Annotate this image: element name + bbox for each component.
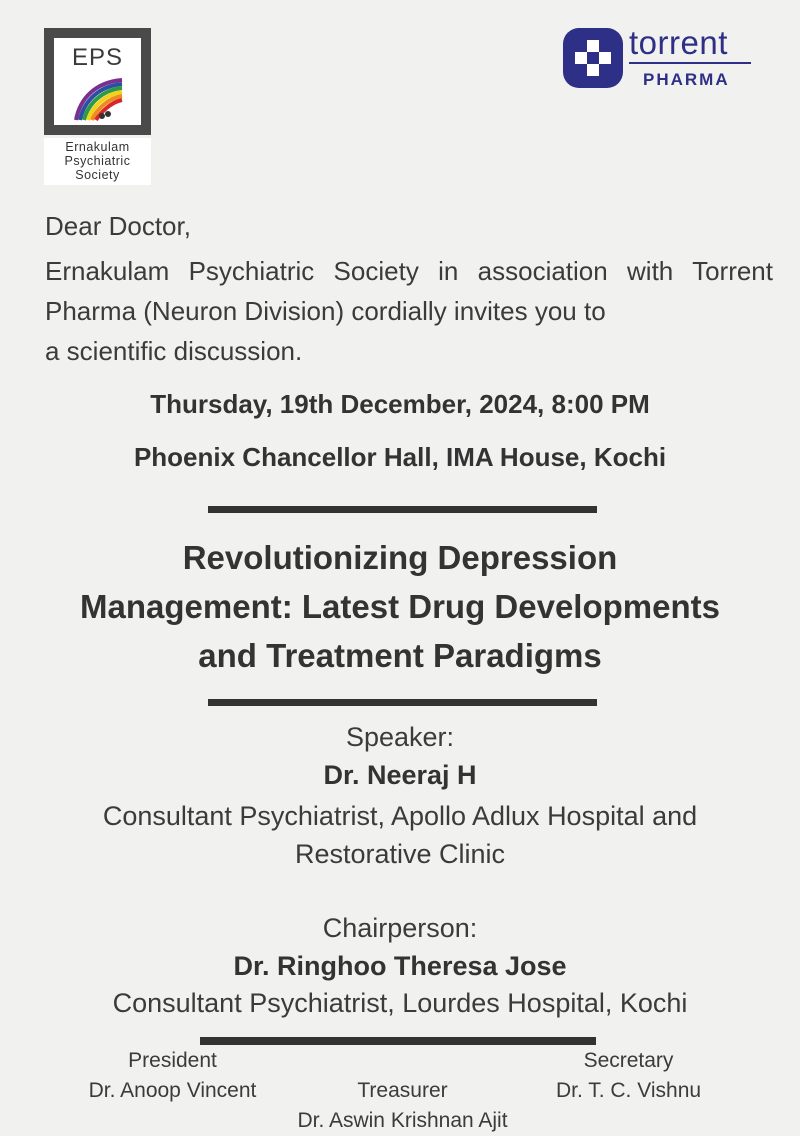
chairperson-name: Dr. Ringhoo Theresa Jose <box>233 951 567 981</box>
event-date-time: Thursday, 19th December, 2024, 8:00 PM <box>150 389 650 419</box>
eps-logo-letters: EPS <box>71 44 124 71</box>
rainbow-icon <box>72 76 124 122</box>
treasurer-title: Treasurer <box>357 1079 448 1102</box>
treasurer-name: Dr. Aswin Krishnan Ajit <box>297 1109 508 1132</box>
talk-title-line: and Treatment Paradigms <box>198 637 602 674</box>
event-venue: Phoenix Chancellor Hall, IMA House, Kochi <box>133 442 667 472</box>
secretary-name: Dr. T. C. Vishnu <box>555 1079 702 1102</box>
divider <box>208 699 597 706</box>
talk-title <box>0 533 800 680</box>
talk-title-line: Management: Latest Drug Developments <box>80 588 720 625</box>
president-name: Dr. Anoop Vincent <box>88 1079 257 1102</box>
invitation-body-last: a scientific discussion. <box>45 336 303 366</box>
eps-name-line: Ernakulam <box>65 140 130 154</box>
eps-logo-name <box>44 138 151 185</box>
speaker-name: Dr. Neeraj H <box>323 760 477 790</box>
speaker-role <box>0 797 800 873</box>
greeting: Dear Doctor, <box>45 211 191 241</box>
eps-name-line: Psychiatric <box>64 154 131 168</box>
torrent-divider <box>629 62 751 64</box>
speaker-role-line: Consultant Psychiatrist, Apollo Adlux Hospital and <box>102 801 698 831</box>
chairperson-label: Chairperson: <box>322 913 478 943</box>
president-block <box>60 1046 285 1106</box>
president-title: President <box>128 1049 217 1072</box>
chairperson-role: Consultant Psychiatrist, Lourdes Hospital, Kochi <box>112 988 688 1018</box>
eps-logo-inner <box>54 38 141 125</box>
divider <box>200 1037 596 1045</box>
speaker-role-line: Restorative Clinic <box>294 839 506 869</box>
secretary-block <box>536 1046 721 1106</box>
torrent-wordmark: torrent <box>629 24 728 61</box>
talk-title-line: Revolutionizing Depression <box>182 539 618 576</box>
speaker-label: Speaker: <box>345 722 455 752</box>
eps-logo-frame <box>44 28 151 135</box>
eps-name-line: Society <box>75 168 120 182</box>
treasurer-block <box>270 1076 535 1136</box>
invitation-body: Ernakulam Psychiatric Society in association with Torrent Pharma (Neuron Division) cordially invites you to <box>45 256 773 326</box>
torrent-mark-icon <box>563 26 623 90</box>
torrent-pharma-text: PHARMA <box>643 70 730 89</box>
eps-logo <box>44 28 151 188</box>
secretary-title: Secretary <box>583 1049 674 1072</box>
divider <box>208 506 597 513</box>
torrent-pharma-logo <box>563 26 768 96</box>
